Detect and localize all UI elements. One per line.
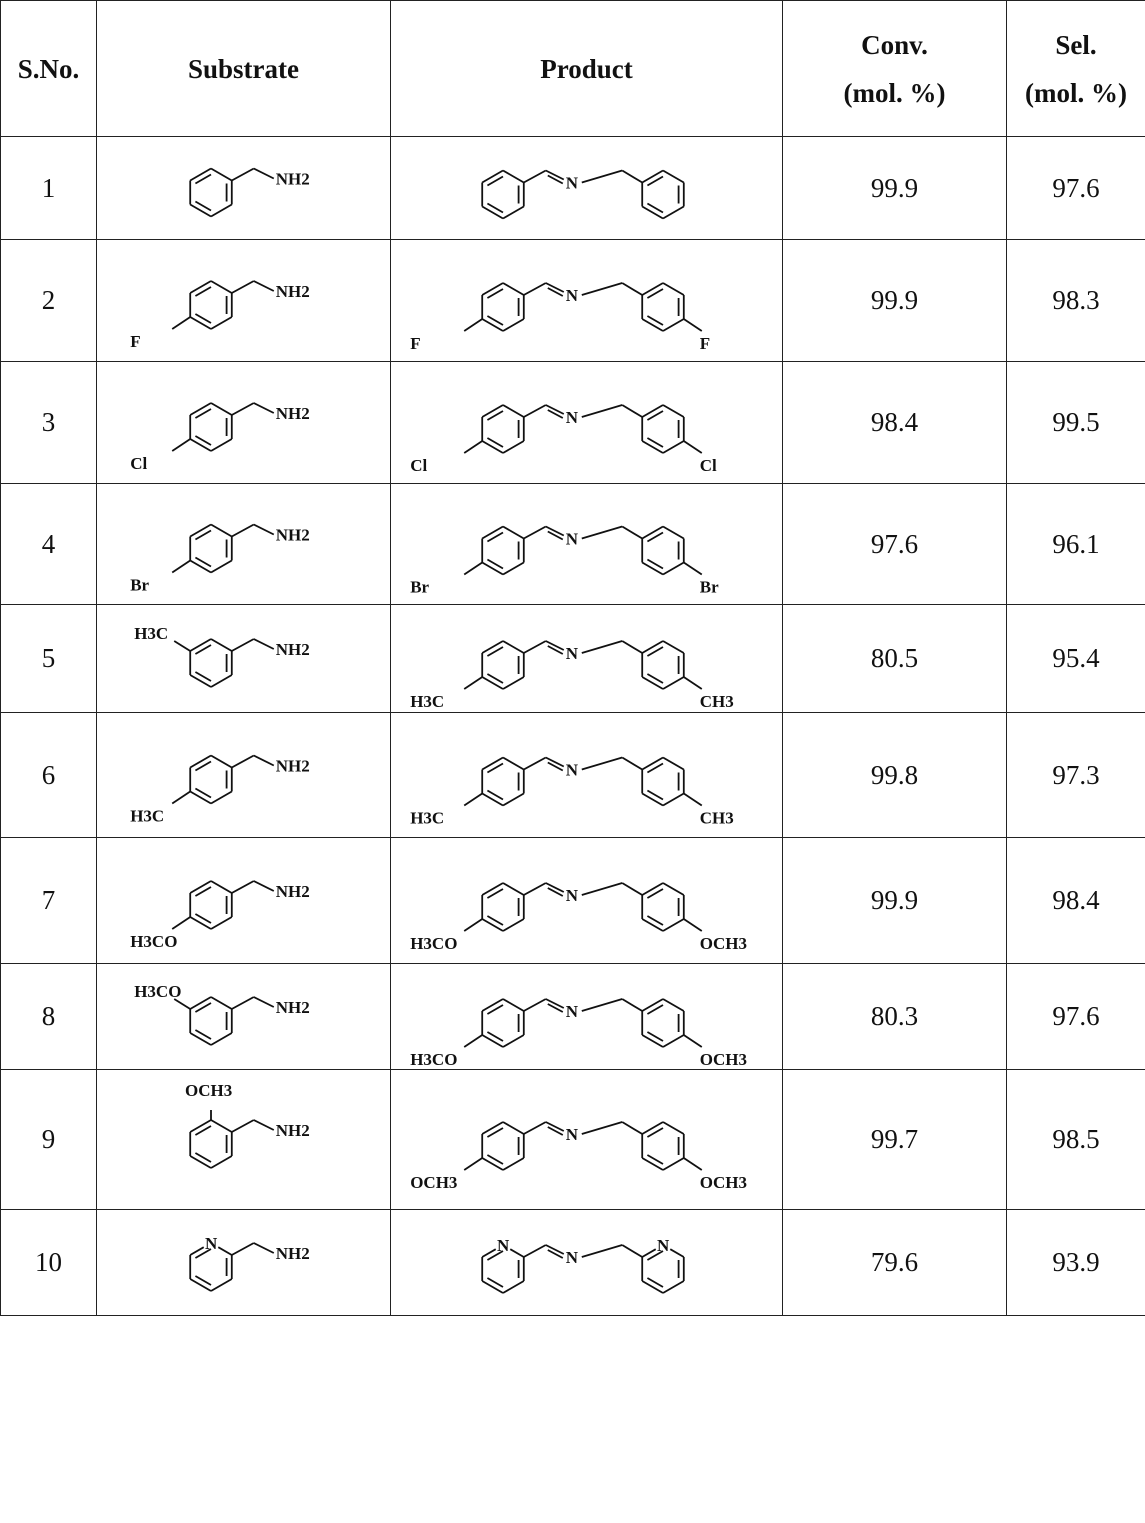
row-substrate-structure <box>97 838 391 964</box>
product-structure-drawing <box>393 715 781 836</box>
substrate-amine-label: NH2 <box>275 281 310 301</box>
row-selectivity: 98.3 <box>1007 240 1145 362</box>
product-right-heteroatom-label: N <box>656 1235 669 1255</box>
product-left-substituent-label: H3CO <box>409 933 457 953</box>
row-substrate-structure <box>97 1070 391 1210</box>
row-substrate-structure <box>97 240 391 362</box>
row-conversion: 79.6 <box>783 1210 1007 1316</box>
row-conversion: 99.9 <box>783 137 1007 240</box>
substrate-structure-drawing <box>99 966 389 1068</box>
row-conversion: 99.8 <box>783 713 1007 838</box>
substrate-structure-drawing <box>99 1072 389 1208</box>
substrate-substituent-label: H3CO <box>129 931 177 951</box>
product-imine-n-label: N <box>565 529 578 548</box>
row-conversion: 99.9 <box>783 838 1007 964</box>
product-left-substituent-label: Cl <box>409 455 427 475</box>
row-sno: 8 <box>1 964 97 1070</box>
product-imine-n-label: N <box>565 1247 578 1267</box>
row-sno: 6 <box>1 713 97 838</box>
product-structure-drawing <box>393 139 781 238</box>
substrate-substituent-label: OCH3 <box>184 1080 232 1100</box>
row-sno: 1 <box>1 137 97 240</box>
row-substrate-structure <box>97 484 391 605</box>
row-sno: 9 <box>1 1070 97 1210</box>
row-conversion: 98.4 <box>783 362 1007 484</box>
substrate-amine-label: NH2 <box>275 1120 310 1140</box>
product-right-substituent-label: OCH3 <box>699 933 747 953</box>
substrate-amine-label: NH2 <box>275 756 310 775</box>
row-product-structure <box>391 605 783 713</box>
substrate-substituent-label: H3CO <box>133 981 181 1001</box>
product-structure-drawing <box>393 840 781 962</box>
row-selectivity: 96.1 <box>1007 484 1145 605</box>
row-selectivity: 97.6 <box>1007 964 1145 1070</box>
row-product-structure <box>391 137 783 240</box>
row-substrate-structure <box>97 362 391 484</box>
row-product-structure <box>391 713 783 838</box>
substrate-amine-label: NH2 <box>275 881 310 901</box>
product-left-substituent-label: H3C <box>409 808 444 827</box>
row-substrate-structure <box>97 605 391 713</box>
header-product: Product <box>391 1 783 137</box>
substrate-substituent-label: H3C <box>129 806 164 825</box>
product-left-substituent-label: F <box>409 333 421 353</box>
row-conversion: 80.5 <box>783 605 1007 713</box>
product-imine-n-label: N <box>565 643 578 663</box>
header-row <box>1 1 1145 137</box>
product-structure-drawing <box>393 1212 781 1314</box>
row-product-structure <box>391 838 783 964</box>
table-row <box>1 605 1145 713</box>
header-sno: S.No. <box>1 1 97 137</box>
row-product-structure <box>391 240 783 362</box>
row-selectivity: 97.6 <box>1007 137 1145 240</box>
row-substrate-structure <box>97 1210 391 1316</box>
product-structure-drawing <box>393 1072 781 1208</box>
product-right-substituent-label: F <box>699 333 710 353</box>
substrate-amine-label: NH2 <box>275 639 310 659</box>
product-imine-n-label: N <box>565 1001 578 1021</box>
header-conv-line2: (mol. %) <box>843 77 946 108</box>
table-row <box>1 713 1145 838</box>
substrate-amine-label: NH2 <box>275 525 310 544</box>
substrate-substituent-label: Br <box>129 575 149 594</box>
product-structure-drawing <box>393 607 781 711</box>
header-conv <box>783 1 1007 137</box>
product-left-substituent-label: H3CO <box>409 1049 457 1068</box>
substrate-substituent-label: H3C <box>133 623 168 643</box>
header-conv-line1: Conv. <box>861 29 928 60</box>
table-row <box>1 484 1145 605</box>
substrate-substituent-label: Cl <box>129 453 147 473</box>
substrate-amine-label: NH2 <box>275 169 310 188</box>
product-right-substituent-label: CH3 <box>699 808 734 827</box>
product-imine-n-label: N <box>565 1124 578 1144</box>
product-right-substituent-label: OCH3 <box>699 1172 747 1192</box>
row-sno: 3 <box>1 362 97 484</box>
product-right-substituent-label: Cl <box>699 455 717 475</box>
product-structure-drawing <box>393 242 781 360</box>
row-conversion: 80.3 <box>783 964 1007 1070</box>
product-left-substituent-label: Br <box>409 577 429 596</box>
row-selectivity: 97.3 <box>1007 713 1145 838</box>
table-row <box>1 362 1145 484</box>
row-product-structure <box>391 964 783 1070</box>
row-selectivity: 93.9 <box>1007 1210 1145 1316</box>
table-row <box>1 1210 1145 1316</box>
table-row <box>1 240 1145 362</box>
product-imine-n-label: N <box>565 407 578 427</box>
product-left-substituent-label: H3C <box>409 691 444 711</box>
substrate-structure-drawing <box>99 1212 389 1314</box>
header-sel-line2: (mol. %) <box>1025 77 1127 108</box>
product-structure-drawing <box>393 364 781 482</box>
product-right-substituent-label: CH3 <box>699 691 734 711</box>
product-imine-n-label: N <box>565 173 578 192</box>
product-right-substituent-label: Br <box>699 577 719 596</box>
table-row <box>1 137 1145 240</box>
substrate-structure-drawing <box>99 715 389 836</box>
substrate-structure-drawing <box>99 840 389 962</box>
substrate-amine-label: NH2 <box>275 1243 310 1263</box>
substrate-structure-drawing <box>99 364 389 482</box>
product-imine-n-label: N <box>565 285 578 305</box>
product-left-substituent-label: OCH3 <box>409 1172 457 1192</box>
row-conversion: 97.6 <box>783 484 1007 605</box>
row-substrate-structure <box>97 964 391 1070</box>
substrate-structure-drawing <box>99 607 389 711</box>
header-substrate: Substrate <box>97 1 391 137</box>
product-structure-drawing <box>393 486 781 603</box>
row-sno: 4 <box>1 484 97 605</box>
product-right-substituent-label: OCH3 <box>699 1049 747 1068</box>
row-conversion: 99.9 <box>783 240 1007 362</box>
row-sno: 10 <box>1 1210 97 1316</box>
row-conversion: 99.7 <box>783 1070 1007 1210</box>
substrate-amine-label: NH2 <box>275 997 310 1017</box>
row-product-structure <box>391 1210 783 1316</box>
substrate-structure-drawing <box>99 242 389 360</box>
table-row <box>1 964 1145 1070</box>
substrate-amine-label: NH2 <box>275 403 310 423</box>
row-selectivity: 95.4 <box>1007 605 1145 713</box>
row-substrate-structure <box>97 137 391 240</box>
substrate-heteroatom-label: N <box>204 1233 217 1253</box>
product-structure-drawing <box>393 966 781 1068</box>
row-product-structure <box>391 362 783 484</box>
row-product-structure <box>391 1070 783 1210</box>
product-left-heteroatom-label: N <box>496 1235 509 1255</box>
row-selectivity: 98.4 <box>1007 838 1145 964</box>
row-substrate-structure <box>97 713 391 838</box>
substrate-substituent-label: F <box>129 331 141 351</box>
product-imine-n-label: N <box>565 885 578 905</box>
product-imine-n-label: N <box>565 760 578 779</box>
substrate-structure-drawing <box>99 486 389 603</box>
header-sel <box>1007 1 1145 137</box>
row-sno: 5 <box>1 605 97 713</box>
row-product-structure <box>391 484 783 605</box>
row-sno: 7 <box>1 838 97 964</box>
header-sel-line1: Sel. <box>1055 29 1097 60</box>
row-sno: 2 <box>1 240 97 362</box>
table-row <box>1 838 1145 964</box>
row-selectivity: 98.5 <box>1007 1070 1145 1210</box>
substrate-structure-drawing <box>99 139 389 238</box>
table-row <box>1 1070 1145 1210</box>
row-selectivity: 99.5 <box>1007 362 1145 484</box>
